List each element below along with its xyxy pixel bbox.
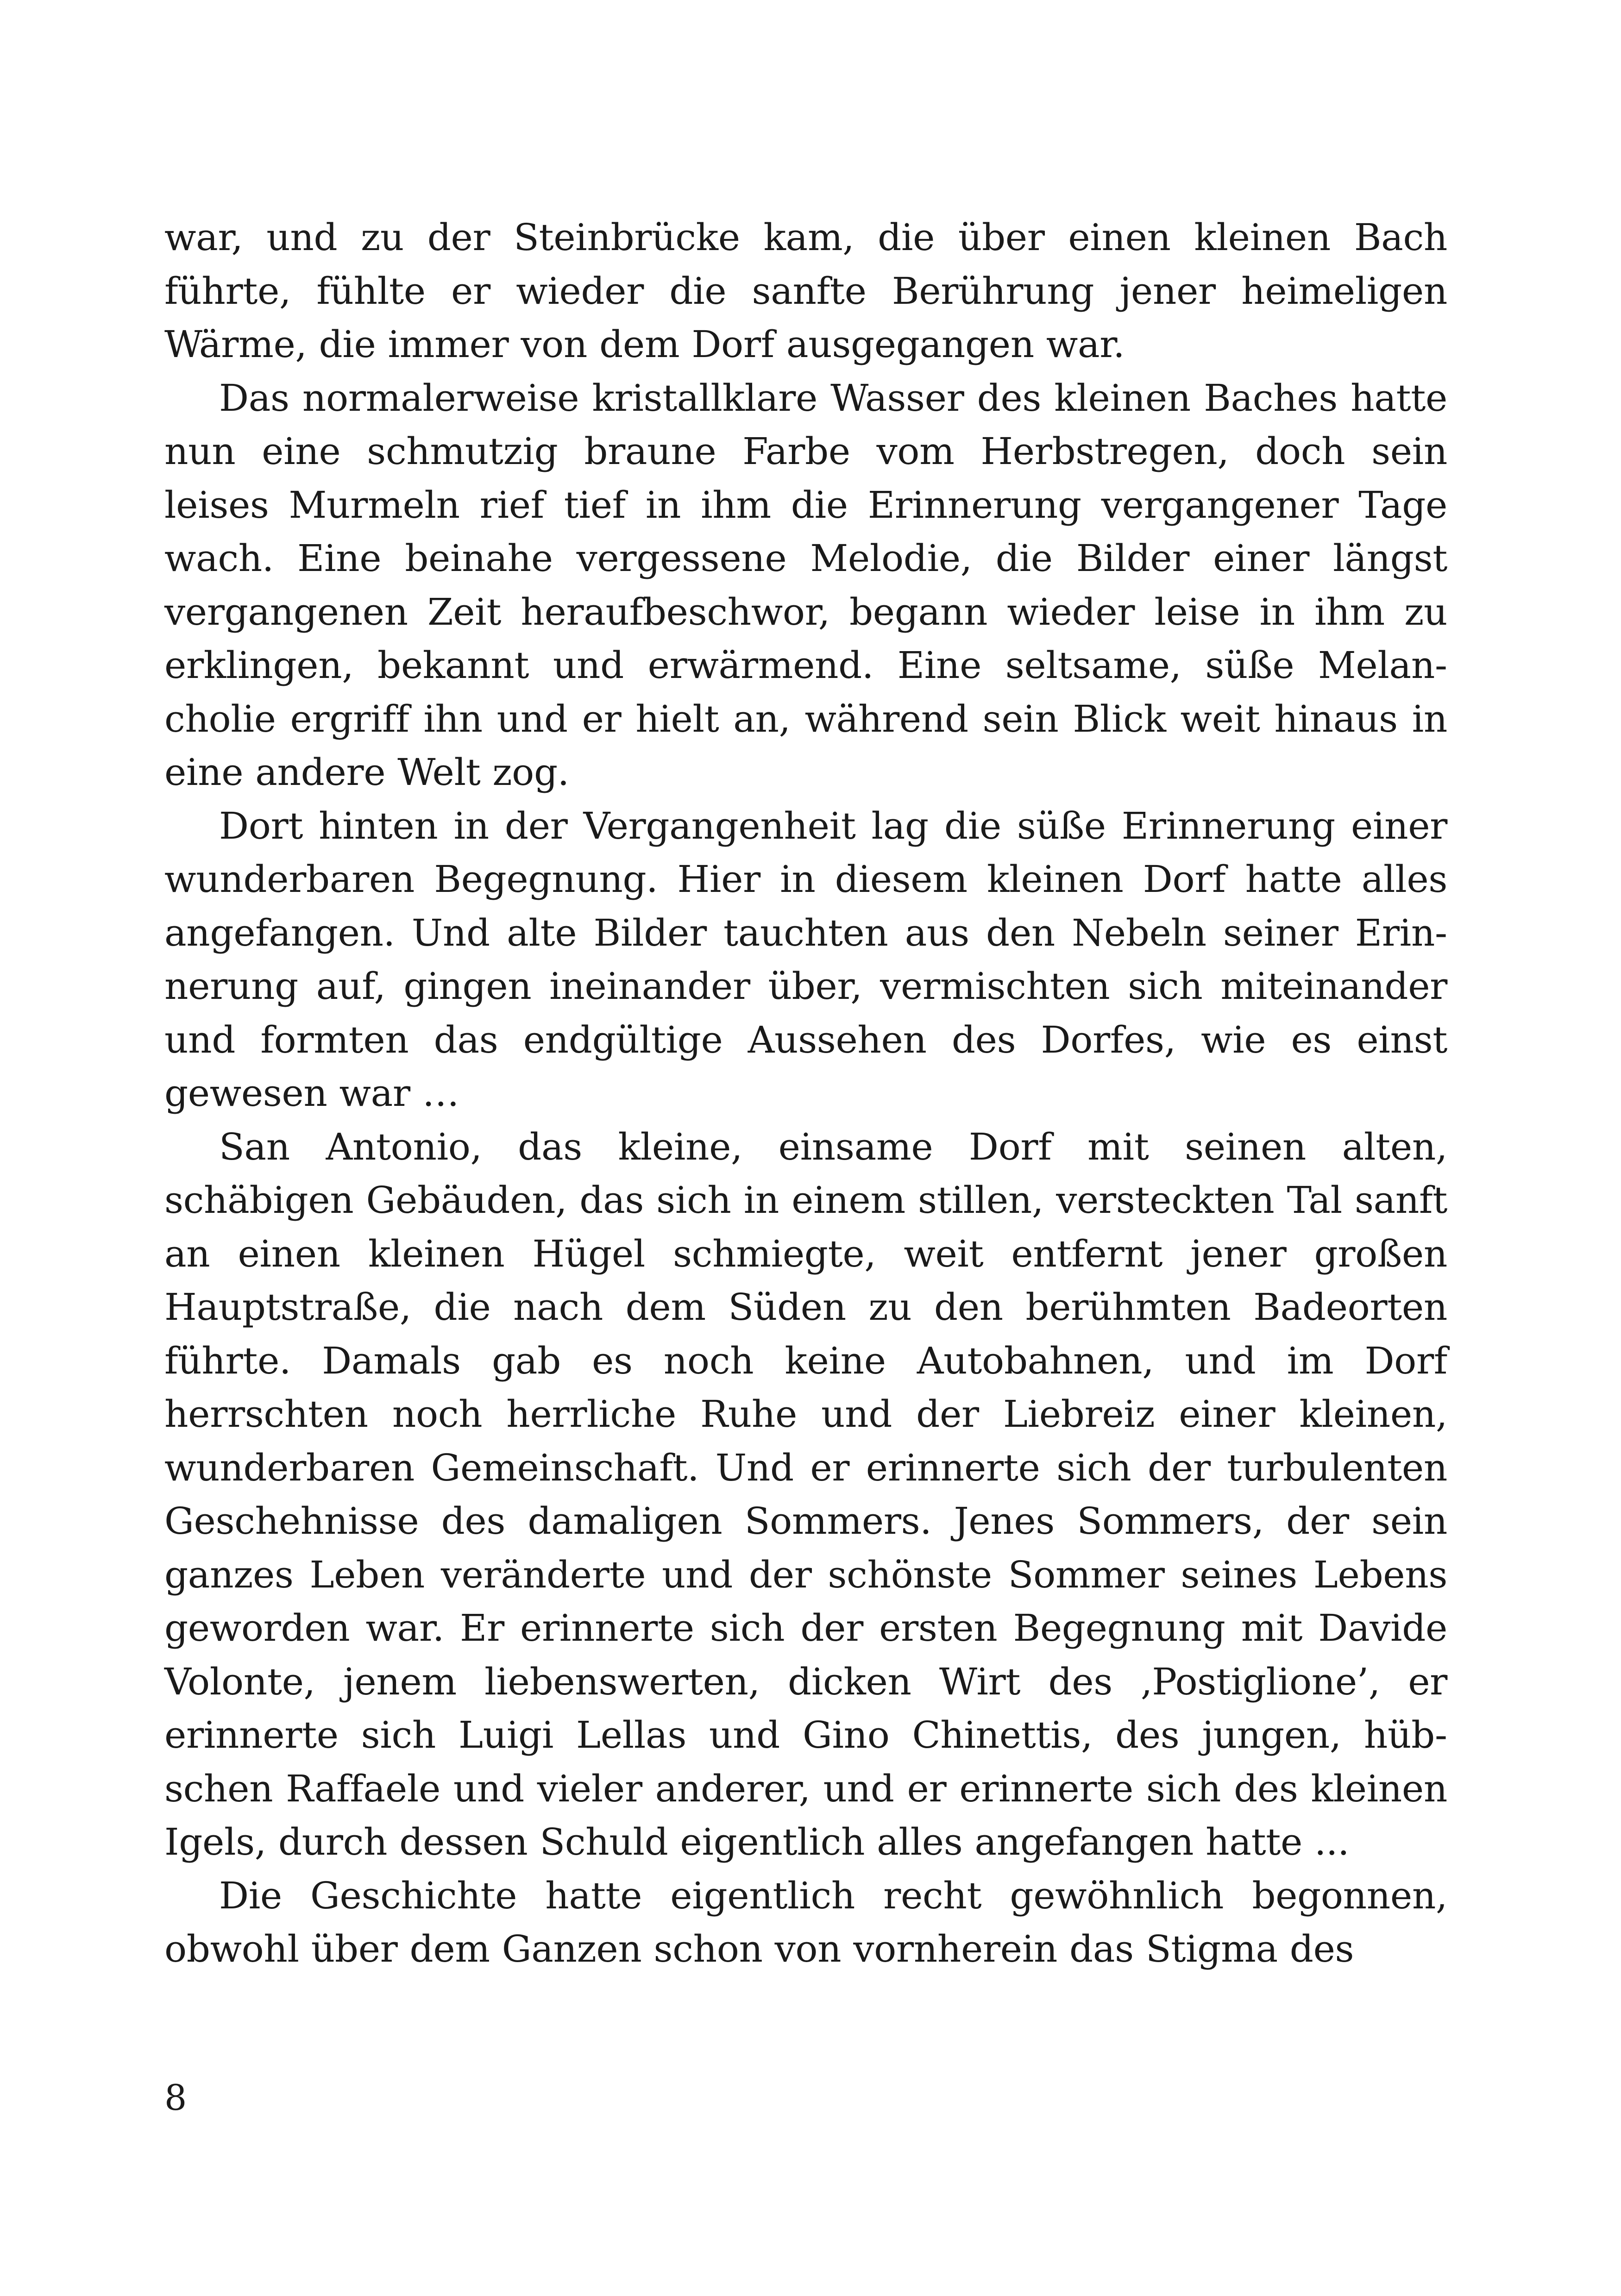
paragraph: Dort hinten in der Vergangenheit lag die süße Erinnerung einer wunderbaren Begegnung. Hier in diesem kleinen Dorf hatte alles angefangen. Und alte Bilder tauchten aus den Nebeln seiner Erinnerung auf, gingen ineinander über, vermischten sich miteinander und formten das endgültige Aussehen des Dorfes, wie es einst gewesen war … (164, 804, 1447, 1115)
body-text (164, 211, 1447, 1976)
paragraph-continued: war, und zu der Steinbrücke kam, die über einen kleinen Bach führte, fühlte er wieder die sanfte Berührung jener heimeligen Wärme, die immer von dem Dorf ausgegangen war. (164, 216, 1447, 366)
paragraph: San Antonio, das kleine, einsame Dorf mit seinen alten, schäbigen Gebäuden, das sich in einem stillen, versteckten Tal sanft an einen kleinen Hügel schmiegte, weit entfernt jener großen Hauptstraße, die nach dem Süden zu den berühmten Badeorten führte. Damals gab es noch keine Autobahnen, und im Dorf herrschten noch herrliche Ruhe und der Liebreiz einer kleinen, wunderbaren Gemeinschaft. Und er erinnerte sich der turbulenten Geschehnisse des damaligen Sommers. Jenes Sommers, der sein ganzes Leben veränderte und der schönste Sommer seines Lebens geworden war. Er erinnerte sich der ersten Begegnung mit Davide Volonte, jenem liebenswerten, dicken Wirt des ‚Postiglione’, er erinnerte sich Luigi Lellas und Gino Chinettis, des jungen, hübschen Raffaele und vieler anderer, und er erinnerte sich des kleinen Igels, durch dessen Schuld eigentlich alles angefangen hatte ... (164, 1125, 1447, 1863)
paragraph: Das normalerweise kristallklare Wasser des kleinen Baches hatte nun eine schmutzig braune Farbe vom Herbstregen, doch sein leises Murmeln rief tief in ihm die Erinnerung vergangener Tage wach. Eine beinahe vergessene Melodie, die Bilder einer längst vergangenen Zeit heraufbeschwor, begann wieder leise in ihm zu erklingen, bekannt und erwärmend. Eine seltsame, süße Melancholie ergriff ihn und er hielt an, während sein Blick weit hinaus in eine andere Welt zog. (164, 376, 1447, 794)
page-number: 8 (164, 2077, 187, 2118)
paragraph: Die Geschichte hatte eigentlich recht gewöhnlich begonnen, obwohl über dem Ganzen schon von vornherein das Stigma des (164, 1874, 1447, 1970)
